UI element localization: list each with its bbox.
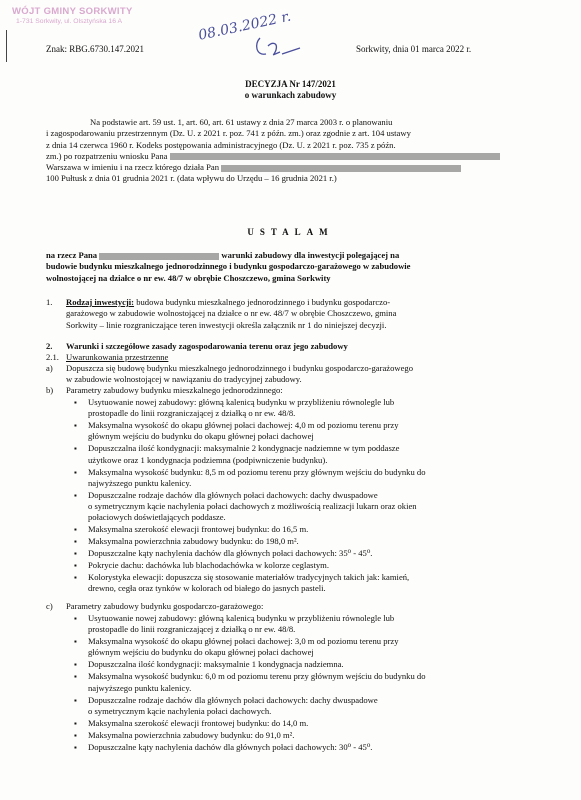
list-item	[88, 742, 532, 753]
list-item-line: Usytuowanie nowej zabudowy: główną kalenicą budynku w przybliżeniu równolegle lub	[88, 397, 395, 407]
list-item	[88, 420, 532, 443]
bullet-icon	[74, 636, 81, 647]
office-stamp	[12, 7, 133, 27]
list-item-line: Maksymalna wysokość budynku: 6,0 m od poziomu terenu przy głównym wejściu do budynku do	[88, 671, 426, 682]
item-a-line: w zabudowie wolnostojącej w nawiązaniu do tradycyjnej zabudowy.	[66, 374, 302, 385]
item-a	[66, 363, 532, 386]
list-item-line: Dopuszczalne rodzaje dachów dla głównych połaci dachowych: dachy dwuspadowe	[88, 694, 378, 705]
intro-line: i zagospodarowaniu przestrzennym (Dz. U. z 2021 r. poz. 741 z późn. zm.) oraz zgodnie z art. 104 ustawy	[46, 128, 411, 139]
list-item-line: Usytuowanie nowej zabudowy: główną kalenicą budynku w przybliżeniu równolegle lub	[88, 613, 395, 623]
bullet-icon	[74, 548, 81, 559]
list-item	[88, 613, 532, 636]
list-item	[88, 560, 532, 571]
list-item-line: o symetrycznym kącie nachylenia połaci dachowych z możliwością realizacji lukarn oraz okien	[88, 501, 417, 512]
section-1-number: 1.	[46, 297, 53, 307]
list-item-line: Maksymalna powierzchnia zabudowy budynku: do 91,0 m².	[88, 729, 295, 740]
bullet-icon	[74, 742, 81, 753]
handwritten-signature	[196, 8, 316, 62]
bullet-icon	[74, 397, 81, 408]
intro-line: zm.) po rozpatrzeniu wniosku Pana	[46, 151, 532, 162]
decision-title: DECYZJA Nr 147/2021	[245, 79, 336, 89]
list-item-line: Dopuszczalne kąty nachylenia dachów dla głównych połaci dachowych: 30⁰ - 45⁰.	[88, 741, 373, 752]
stamp-line-1: WÓJT GMINY SORKWITY	[12, 6, 133, 17]
list-item-line: Maksymalna powierzchnia zabudowy budynku: do 198,0 m².	[88, 536, 299, 547]
bullet-icon	[74, 730, 81, 741]
section-2-number: 2.	[46, 341, 53, 351]
bullet-icon	[74, 443, 81, 454]
bullet-icon	[74, 695, 81, 706]
list-item-line: użytkowe oraz 1 kondygnacja podziemna (podpiwniczenie budynku).	[88, 454, 328, 465]
list-item-line: najwyższego punktu kalenicy.	[88, 682, 192, 693]
bullet-icon	[74, 536, 81, 547]
list-item-line: Kolorystyka elewacji: dopuszcza się stosowanie materiałów tradycyjnych takich jak: kamień,	[88, 571, 410, 582]
intro-line: Na podstawie art. 59 ust. 1, art. 60, art. 61 ustawy z dnia 27 marca 2003 r. o planowaniu	[90, 117, 393, 127]
item-b-label: b)	[46, 385, 54, 395]
list-item	[88, 490, 532, 524]
list-item-line: Maksymalna szerokość elewacji frontowej budynku: do 14,0 m.	[88, 717, 309, 728]
section-1	[66, 297, 532, 331]
list-item	[88, 730, 532, 741]
list-item-line: Dopuszczalne rodzaje dachów dla głównych połaci dachowych: dachy dwuspadowe	[88, 489, 378, 500]
decision-line: wolnostojącej na działce o nr ew. 48/7 w obrębie Choszczewo, gmina Sorkwity	[46, 272, 331, 283]
redacted-name	[99, 253, 219, 260]
bullet-icon	[74, 560, 81, 571]
list-item	[88, 397, 532, 420]
list-item	[88, 659, 532, 670]
legal-basis-paragraph	[46, 117, 532, 185]
section-1-line: Sorkwity – linie rozgraniczające teren inwestycji określa załącznik nr 1 do niniejszej decyzji.	[66, 319, 387, 330]
section-1-line: garażowego w zabudowie wolnostojącej na działce o nr ew. 48/7 w obrębie Choszczewo, gmina	[66, 308, 397, 319]
list-item	[88, 695, 532, 718]
intro-line: 100 Pułtusk z dnia 01 grudnia 2021 r. (data wpływu do Urzędu – 16 grudnia 2021 r.)	[46, 173, 337, 184]
list-item-line: Maksymalna szerokość elewacji frontowej budynku: do 16,5 m.	[88, 524, 309, 535]
margin-mark	[6, 30, 7, 62]
bullet-icon	[74, 659, 81, 670]
section-1-heading: Rodzaj inwestycji:	[66, 297, 135, 307]
stamp-line-2: 1-731 Sorkwity, ul. Olsztyńska 16 A	[16, 18, 123, 25]
bullet-icon	[74, 671, 81, 682]
list-item	[88, 572, 532, 595]
list-item	[88, 636, 532, 659]
intro-line: Warszawa w imieniu i na rzecz którego działa Pan	[46, 162, 532, 173]
list-item-line: Maksymalna wysokość budynku: 8,5 m od poziomu terenu przy głównym wejściu do budynku do	[88, 466, 426, 477]
item-c-heading: Parametry zabudowy budynku gospodarczo-garażowego:	[66, 601, 264, 611]
list-item-line: Maksymalna wysokość do okapu głównej połaci dachowej: 4,0 m od poziomu terenu przy	[88, 420, 399, 431]
bullet-icon	[74, 718, 81, 729]
list-item-line: najwyższego punktu kalenicy.	[88, 477, 192, 488]
place-date: Sorkwity, dnia 01 marca 2022 r.	[356, 44, 472, 54]
date-handwriting	[197, 9, 292, 44]
decision-line: na rzecz Pana warunki zabudowy dla inwestycji polegającej na	[46, 250, 400, 260]
handwritten-date: 08.03.2022 r.	[196, 8, 293, 44]
list-item	[88, 443, 532, 466]
item-c-label: c)	[46, 601, 53, 611]
list-item-line: Maksymalna wysokość do okapu głównej połaci dachowej: 3,0 m od poziomu terenu przy	[88, 636, 399, 647]
list-item	[88, 524, 532, 535]
redacted-name	[221, 165, 461, 172]
list-item	[88, 671, 532, 694]
item-a-line: Dopuszcza się budowę budynku mieszkalnego jednorodzinnego i budynku gospodarczo-garażowego	[66, 363, 413, 373]
list-item-line: prostopadle do linii rozgraniczającej z działką o nr ew. 48/8.	[88, 624, 296, 635]
intro-line: z dnia 14 czerwca 1960 r. Kodeks postępowania administracyjnego (Dz. U. z 2021 r. poz. 735 z późn.	[46, 139, 396, 150]
list-item	[88, 536, 532, 547]
list-item-line: drewno, cegła oraz tynków w kolorach od białego do jasnych pasteli.	[88, 583, 326, 594]
item-b-heading: Parametry zabudowy budynku mieszkalnego jednorodzinnego:	[66, 385, 283, 395]
redacted-name	[170, 153, 500, 160]
subsection-heading: Uwarunkowania przestrzenne	[66, 352, 169, 362]
bullet-icon	[74, 467, 81, 478]
subsection-number: 2.1.	[46, 352, 59, 362]
list-item-line: głównym wejściu do budynku do okapu głównej połaci dachowej	[88, 647, 314, 658]
bullet-icon	[74, 524, 81, 535]
list-item-line: Dopuszczalne kąty nachylenia dachów dla głównych połaci dachowych: 35⁰ - 45⁰.	[88, 548, 373, 559]
ustalam-heading: USTALAM	[247, 227, 334, 237]
section-2-heading: Warunki i szczegółowe zasady zagospodarowania terenu oraz jego zabudowy	[66, 341, 348, 351]
list-item	[88, 548, 532, 559]
decision-subtitle: o warunkach zabudowy	[244, 90, 337, 100]
list-item-line: połaciowych doświetlających poddasze.	[88, 512, 226, 523]
case-reference: Znak: RBG.6730.147.2021	[46, 44, 144, 54]
list-item-line: Dopuszczalna ilość kondygnacji: maksymalnie 2 kondygnacje nadziemne w tym poddasze	[88, 443, 400, 454]
list-item-line: Dopuszczalna ilość kondygnacji: maksymalnie 1 kondygnacja nadziemna.	[88, 659, 344, 670]
list-item-line: głównym wejściu do budynku do okapu głównej połaci dachowej	[88, 431, 314, 442]
list-item	[88, 718, 532, 729]
bullet-icon	[74, 613, 81, 624]
bullet-icon	[74, 420, 81, 431]
list-item-line: Pokrycie dachu: dachówka lub blachodachówka w kolorze ceglastym.	[88, 560, 330, 570]
list-item	[88, 467, 532, 490]
item-a-label: a)	[46, 363, 53, 373]
list-item-line: o symetrycznym kącie nachylenia połaci dachowych.	[88, 705, 272, 716]
bullet-icon	[74, 572, 81, 583]
decision-line: budowie budynku mieszkalnego jednorodzinnego i budynku gospodarczo-garażowego w zabudowie	[46, 261, 411, 272]
list-item-line: prostopadle do linii rozgraniczającej z działką o nr ew. 48/8.	[88, 408, 296, 419]
bullet-icon	[74, 490, 81, 501]
decision-paragraph	[46, 250, 532, 284]
section-1-line: Rodzaj inwestycji: budowa budynku mieszkalnego jednorodzinnego i budynku gospodarczo-	[66, 297, 391, 307]
